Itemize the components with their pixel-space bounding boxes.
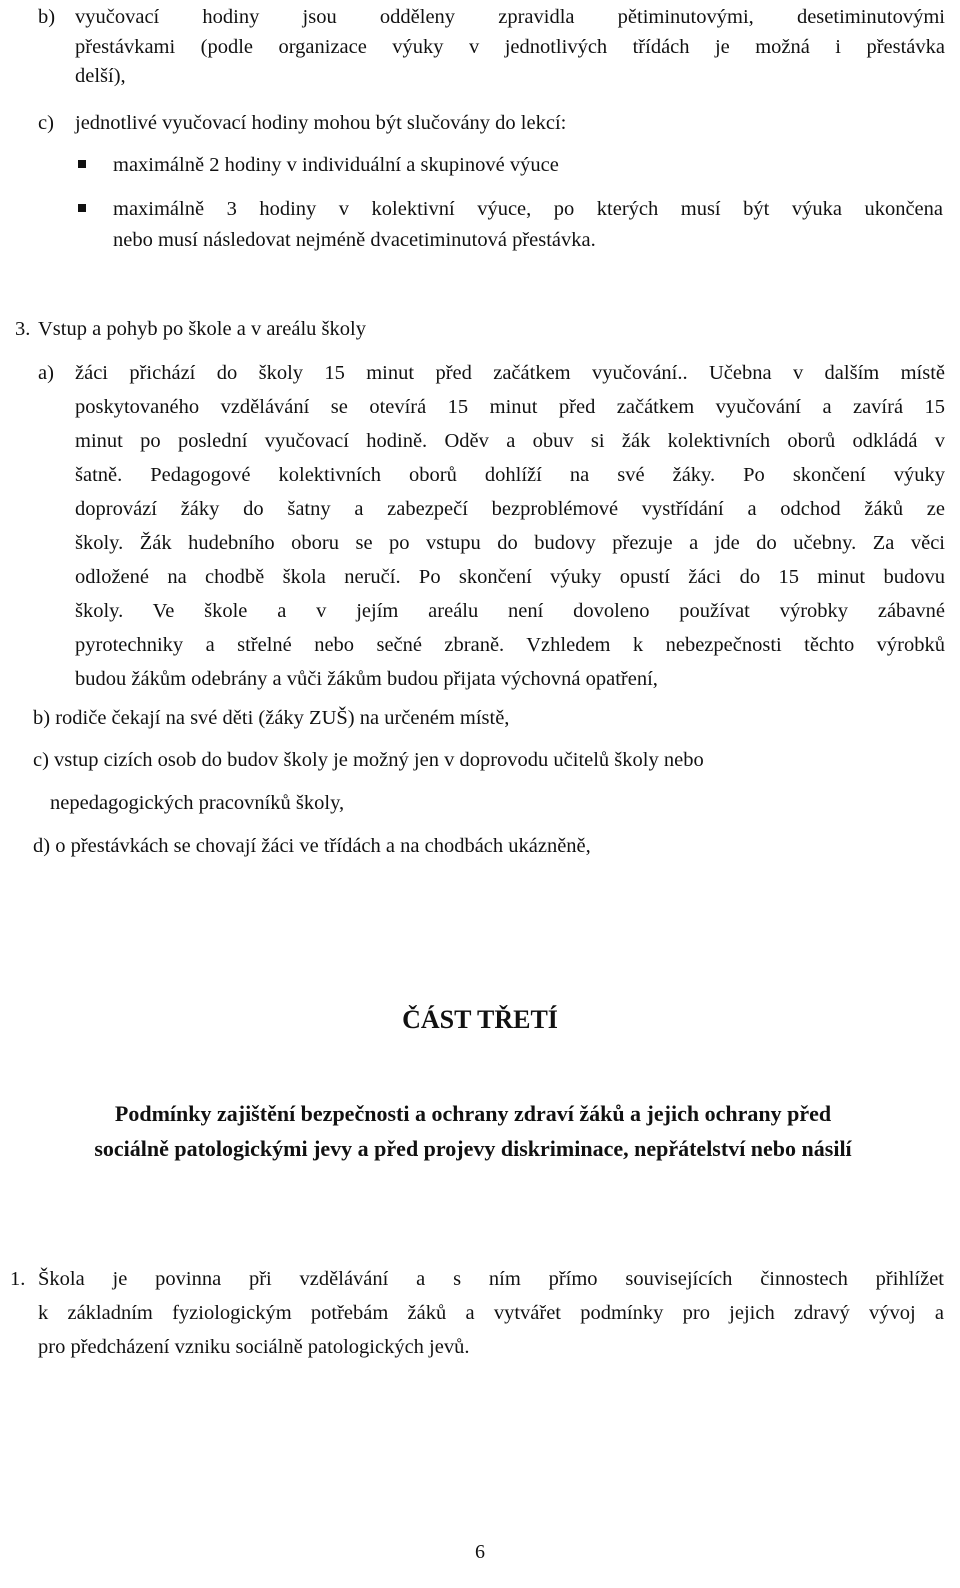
point-number: 1. bbox=[10, 1268, 26, 1290]
list-marker-c: c) bbox=[38, 112, 54, 134]
list-item-b-line-2: přestávkami (podle organizace výuky v jednotlivých třídách je možná i přestávka bbox=[75, 36, 945, 58]
point-1-line-1: Škola je povinna při vzdělávání a s ním přímo souvisejících činnostech přihlížet bbox=[38, 1268, 944, 1290]
list-marker-b: b) bbox=[38, 6, 56, 28]
list-item-b-line-3: delší), bbox=[75, 65, 126, 87]
item-c-line-2: nepedagogických pracovníků školy, bbox=[50, 792, 345, 814]
item-c-line-1: c) vstup cizích osob do budov školy je možný jen v doprovodu učitelů školy nebo bbox=[33, 749, 704, 771]
item-b-text: b) rodiče čekají na své děti (žáky ZUŠ) na určeném místě, bbox=[33, 707, 510, 729]
item-d-text: d) o přestávkách se chovají žáci ve třídách a na chodbách ukázněně, bbox=[33, 835, 591, 857]
square-bullet-icon bbox=[78, 160, 86, 168]
item-a-line-10: budou žákům odebrány a vůči žákům budou přijata výchovná opatření, bbox=[75, 668, 658, 690]
point-1-line-2: k základním fyziologickým potřebám žáků a vytvářet podmínky pro jejich zdravý vývoj a bbox=[38, 1302, 944, 1324]
section-title: Vstup a pohyb po škole a v areálu školy bbox=[38, 318, 366, 340]
item-a-line-1: žáci přichází do školy 15 minut před začátkem vyučování.. Učebna v dalším místě bbox=[75, 362, 945, 384]
item-a-line-8: školy. Ve škole a v jejím areálu není dovoleno používat výrobky zábavné bbox=[75, 600, 945, 622]
part-heading: ČÁST TŘETÍ bbox=[402, 1005, 558, 1034]
subheading-line-2: sociálně patologickými jevy a před projevy diskriminace, nepřátelství nebo násilí bbox=[94, 1136, 852, 1161]
list-item-c-text: jednotlivé vyučovací hodiny mohou být slučovány do lekcí: bbox=[75, 112, 567, 134]
item-a-line-5: doprovází žáky do šatny a zabezpečí bezproblémové vystřídání a odchod žáků ze bbox=[75, 498, 945, 520]
item-a-line-4: šatně. Pedagogové kolektivních oborů dohlíží na své žáky. Po skončení výuky bbox=[75, 464, 945, 486]
item-a-line-3: minut po poslední vyučovací hodině. Oděv a obuv si žák kolektivních oborů odkládá v bbox=[75, 430, 945, 452]
item-a-line-9: pyrotechniky a střelné nebo sečné zbraně. Vzhledem k nebezpečnosti těchto výrobků bbox=[75, 634, 945, 656]
list-item-b-line-1: vyučovací hodiny jsou odděleny zpravidla pětiminutovými, desetiminutovými bbox=[75, 6, 945, 28]
bullet-item-1: maximálně 2 hodiny v individuální a skupinové výuce bbox=[113, 154, 559, 176]
section-number: 3. bbox=[15, 318, 31, 340]
page-number: 6 bbox=[475, 1541, 485, 1563]
list-marker-a: a) bbox=[38, 362, 54, 384]
item-a-line-6: školy. Žák hudebního oboru se po vstupu do budovy přezuje a jde do učebny. Za věci bbox=[75, 532, 945, 554]
bullet-item-2-line-2: nebo musí následovat nejméně dvacetiminutová přestávka. bbox=[113, 229, 596, 251]
point-1-line-3: pro předcházení vzniku sociálně patologických jevů. bbox=[38, 1336, 470, 1358]
item-a-line-2: poskytovaného vzdělávání se otevírá 15 minut před začátkem vyučování a zavírá 15 bbox=[75, 396, 945, 418]
bullet-item-2-line-1: maximálně 3 hodiny v kolektivní výuce, po kterých musí být výuka ukončena bbox=[113, 198, 943, 220]
item-a-line-7: odložené na chodbě škola neručí. Po skončení výuky opustí žáci do 15 minut budovu bbox=[75, 566, 945, 588]
square-bullet-icon bbox=[78, 204, 86, 212]
subheading-line-1: Podmínky zajištění bezpečnosti a ochrany zdraví žáků a jejich ochrany před bbox=[114, 1101, 832, 1126]
